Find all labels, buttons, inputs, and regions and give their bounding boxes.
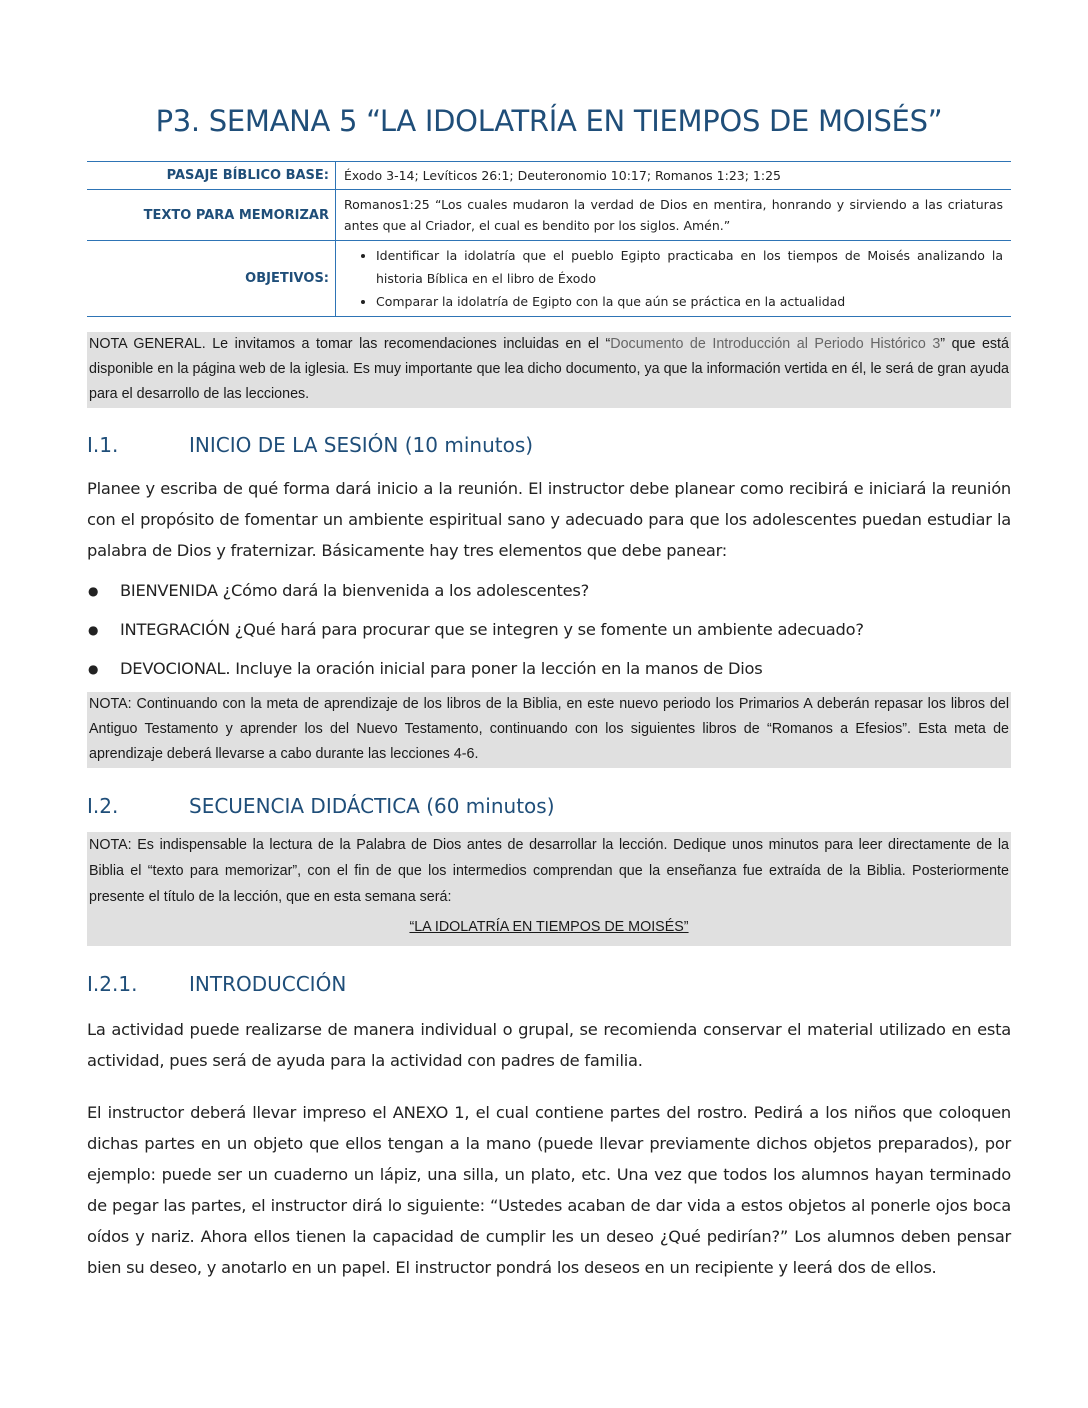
texto-value: Romanos1:25 “Los cuales mudaron la verdad de Dios en mentira, honrando y sirviendo a las criaturas antes que al Criador, el cual es bendito por los siglos. Amén.”	[336, 190, 1012, 241]
info-row-pasaje	[87, 162, 1011, 190]
nota-general-text-end: ” que está disponible en la página web de la iglesia. Es muy importante que lea dicho documento, ya que la información vertida en él, le será de gran ayuda para el desarrollo de las lecciones.	[89, 336, 1009, 402]
objetivos-label: OBJETIVOS:	[87, 241, 336, 317]
inicio-bullet-list	[87, 578, 1011, 695]
bullet-icon: ●	[88, 584, 99, 598]
section-title: INICIO DE LA SESIÓN (10 minutos)	[189, 433, 534, 457]
section-heading-introduccion	[87, 972, 346, 996]
list-item	[87, 578, 1011, 617]
introduccion-paragraph-1: La actividad puede realizarse de manera individual o grupal, se recomienda conservar el material utilizado en esta actividad, pues será de ayuda para la actividad con padres de familia.	[87, 1020, 1011, 1070]
section-heading-secuencia	[87, 794, 555, 818]
objetivos-list	[344, 244, 1003, 313]
section-title: SECUENCIA DIDÁCTICA (60 minutos)	[189, 794, 555, 818]
inicio-paragraph: Planee y escriba de qué forma dará inicio a la reunión. El instructor debe planear como recibirá e iniciará la reunión con el propósito de fomentar un ambiente espiritual sano y adecuado para que los adolescentes puedan estudiar la palabra de Dios y fraternizar. Básicamente hay tres elementos que debe panear:	[87, 479, 1011, 560]
list-item-text: DEVOCIONAL. Incluye la oración inicial para poner la lección en la manos de Dios	[120, 659, 763, 678]
section-heading-inicio	[87, 433, 533, 457]
nota-general	[87, 332, 1011, 407]
section-title: INTRODUCCIÓN	[189, 972, 347, 996]
pasaje-value: Éxodo 3-14; Levíticos 26:1; Deuteronomio 10:17; Romanos 1:23; 1:25	[336, 162, 1012, 190]
section-number: I.2.	[87, 794, 119, 818]
info-row-objetivos	[87, 241, 1011, 317]
page-title: P3. SEMANA 5 “LA IDOLATRÍA EN TIEMPOS DE MOISÉS”	[155, 104, 943, 138]
nota-lectura-box	[87, 832, 1011, 946]
objetivo-item: • Comparar la idolatría de Egipto con la que aún se práctica en la actualidad	[376, 290, 1003, 313]
nota-general-text: NOTA GENERAL. Le invitamos a tomar las recomendaciones incluidas en el “	[89, 336, 611, 352]
bullet-icon: ●	[88, 662, 99, 676]
nota-libros-box	[87, 692, 1011, 768]
nota-lectura: NOTA: Es indispensable la lectura de la Palabra de Dios antes de desarrollar la lección. Dedique unos minutos para leer directamente de la Biblia el “texto para memorizar”, con el fin de que los intermedios comprendan que la enseñanza fue extraída de la Biblia. Posteriormente presente el título de la lección, que en esta semana será:	[89, 837, 1009, 905]
list-item	[87, 656, 1011, 695]
list-item	[87, 617, 1011, 656]
introduccion-paragraph-2: El instructor deberá llevar impreso el ANEXO 1, el cual contiene partes del rostro. Pedirá a los niños que coloquen dichas partes en un objeto que ellos tengan a la mano (puede llevar previamente dichos objetos preparados), por ejemplo: puede ser un cuaderno un lápiz, una silla, un plato, etc. Una vez que todos los alumnos hayan terminado de pegar las partes, el instructor dirá lo siguiente: “Ustedes acaban de dar vida a estos objetos al ponerle ojos boca oídos y nariz. Ahora ellos tienen la capacidad de cumplir les un deseo ¿Qué pedirían?” Los alumnos deben pensar bien su deseo, y anotarlo en un papel. El instructor pondrá los deseos en un recipiente y leerá dos de ellos.	[87, 1103, 1011, 1277]
texto-label: TEXTO PARA MEMORIZAR	[87, 190, 336, 241]
bullet-icon: ●	[88, 623, 99, 637]
objetivo-item: • Identificar la idolatría que el pueblo Egipto practicaba en los tiempos de Moisés analizando la historia Bíblica en el libro de Éxodo	[376, 244, 1003, 290]
section-number: I.2.1.	[87, 972, 138, 996]
list-item-text: INTEGRACIÓN ¿Qué hará para procurar que se integren y se fomente un ambiente adecuado?	[120, 620, 864, 639]
intro-document-link: Documento de Introducción al Periodo Histórico 3	[610, 336, 941, 352]
pasaje-label: PASAJE BÍBLICO BASE:	[87, 162, 336, 190]
nota-general-box	[87, 332, 1011, 408]
lesson-title: “LA IDOLATRÍA EN TIEMPOS DE MOISÉS”	[409, 919, 689, 935]
list-item-text: BIENVENIDA ¿Cómo dará la bienvenida a los adolescentes?	[120, 581, 590, 600]
objetivos-value	[336, 241, 1012, 317]
info-row-texto	[87, 190, 1011, 241]
nota-libros: NOTA: Continuando con la meta de aprendizaje de los libros de la Biblia, en este nuevo periodo los Primarios A deberán repasar los libros del Antiguo Testamento y aprender los del Nuevo Testamento, continuando con los siguientes libros de “Romanos a Efesios”. Esta meta de aprendizaje deberá llevarse a cabo durante las lecciones 4-6.	[89, 696, 1009, 762]
section-number: I.1.	[87, 433, 119, 457]
lesson-info-table	[87, 162, 1011, 317]
